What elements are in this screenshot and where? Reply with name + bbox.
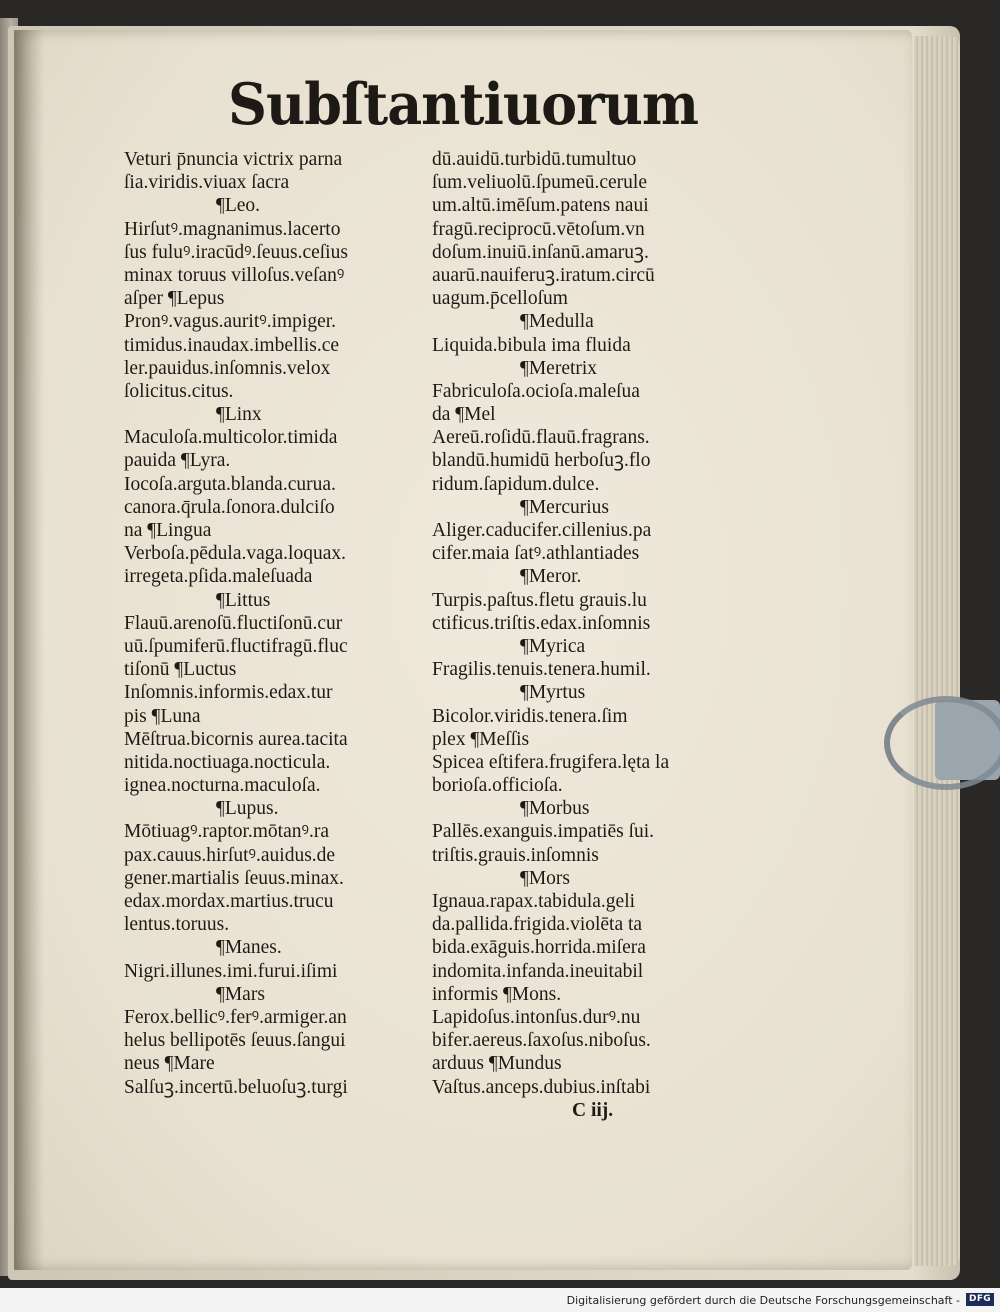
text-line: uagum.p̄celloſum xyxy=(432,288,568,310)
text-line: ſum.veliuolū.ſpumeū.cerule xyxy=(432,172,647,194)
text-line: bifer.aereus.ſaxoſus.niboſus. xyxy=(432,1030,651,1052)
text-line: cifer.maia ſatꝰ.athlantiades xyxy=(432,543,640,565)
text-line: auarū.nauiferuꝫ.iratum.circū xyxy=(432,264,655,286)
text-line: Nigri.illunes.imi.furui.iſimi xyxy=(124,960,338,982)
entry-heading: ¶Meror. xyxy=(520,566,582,588)
text-line: Flauū.arenoſū.fluctiſonū.cur xyxy=(124,612,343,634)
text-line: Maculoſa.multicolor.timida xyxy=(124,427,338,449)
digitization-footer xyxy=(0,1288,1000,1312)
signature-mark: C iij. xyxy=(572,1099,614,1121)
page-gutter-shadow xyxy=(14,30,44,1270)
text-line: arduus ¶Mundus xyxy=(432,1053,562,1075)
text-line: lentus.toruus. xyxy=(124,914,230,936)
text-line: Mōtiuagꝰ.raptor.mōtanꝰ.ra xyxy=(124,821,329,843)
text-line: neus ¶Mare xyxy=(124,1053,215,1075)
text-line: doſum.inuiū.inſanū.amaruꝫ. xyxy=(432,241,649,263)
text-line: ſia.viridis.viuax ſacra xyxy=(124,172,290,194)
dfg-logo: DFG xyxy=(966,1293,994,1306)
right-text-column xyxy=(432,148,737,1122)
text-line: pax.cauus.hirſutꝰ.auidus.de xyxy=(124,844,336,866)
text-line: blandū.humidū herboſuꝫ.flo xyxy=(432,450,651,472)
text-line: Aliger.caducifer.cillenius.pa xyxy=(432,520,652,541)
text-line: ſus fuluꝰ.iracūdꝰ.ſeuus.ceſius xyxy=(124,241,348,263)
paper-clip xyxy=(884,696,1000,790)
entry-heading: ¶Myrtus xyxy=(520,682,586,704)
text-line: ctificus.triſtis.edax.inſomnis xyxy=(432,612,651,634)
text-line: Lapidoſus.intonſus.durꝰ.nu xyxy=(432,1006,641,1028)
text-line: Pallēs.exanguis.impatiēs ſui. xyxy=(432,821,655,843)
entry-heading: ¶Mors xyxy=(520,867,571,889)
text-line: fragū.reciprocū.vētoſum.vn xyxy=(432,218,645,240)
text-line: Turpis.paſtus.fletu grauis.lu xyxy=(432,589,647,611)
text-line: Fabriculoſa.ocioſa.maleſua xyxy=(432,380,640,402)
left-text-column xyxy=(124,148,429,1099)
text-line: triſtis.grauis.inſomnis xyxy=(432,844,599,866)
text-line: Aereū.roſidū.flauū.fragrans. xyxy=(432,427,650,449)
text-line: Spicea eſtifera.frugifera.lęta la xyxy=(432,751,670,773)
text-line: Hirſutꝰ.magnanimus.lacerto xyxy=(124,218,341,240)
funding-notice: Digitalisierung gefördert durch die Deutsche Forschungsgemeinschaft - xyxy=(566,1294,960,1307)
text-line: na ¶Lingua xyxy=(124,520,212,541)
text-line: da.pallida.frigida.violēta ta xyxy=(432,914,643,936)
text-line: Iocoſa.arguta.blanda.curua. xyxy=(124,473,336,495)
text-line: edax.mordax.martius.trucu xyxy=(124,891,334,912)
text-line: borioſa.officioſa. xyxy=(432,775,563,797)
text-line: plex ¶Meſſis xyxy=(432,728,530,750)
text-line: Ignaua.rapax.tabidula.geli xyxy=(432,891,636,912)
text-line: Verboſa.pēdula.vaga.loquax. xyxy=(124,543,347,565)
text-line: um.altū.imēſum.patens naui xyxy=(432,195,649,217)
text-line: tiſonū ¶Luctus xyxy=(124,659,237,681)
text-line: pis ¶Luna xyxy=(124,705,201,727)
page-heading: Subſtantiuorum xyxy=(228,70,699,138)
text-line: minax toruus villoſus.veſanꝰ xyxy=(124,264,345,286)
text-line: Inſomnis.informis.edax.tur xyxy=(124,682,333,704)
text-line: Bicolor.viridis.tenera.ſim xyxy=(432,705,628,727)
entry-heading: ¶Lupus. xyxy=(216,798,279,820)
text-line: pauida ¶Lyra. xyxy=(124,450,231,472)
text-line: ſolicitus.citus. xyxy=(124,380,234,402)
entry-heading: ¶Leo. xyxy=(216,195,261,217)
text-line: ridum.ſapidum.dulce. xyxy=(432,473,600,495)
entry-heading: ¶Manes. xyxy=(216,937,282,959)
text-line: Vaſtus.anceps.dubius.inſtabi xyxy=(432,1076,651,1098)
text-line: nitida.noctiuaga.nocticula. xyxy=(124,751,331,773)
entry-heading: ¶Linx xyxy=(216,404,262,426)
text-line: indomita.infanda.ineuitabil xyxy=(432,960,644,982)
text-line: aſper ¶Lepus xyxy=(124,288,225,310)
text-line: ignea.nocturna.maculoſa. xyxy=(124,775,321,797)
text-line: Fragilis.tenuis.tenera.humil. xyxy=(432,659,651,681)
text-line: Veturi p̄nuncia victrix parna xyxy=(124,149,343,170)
text-line: gener.martialis ſeuus.minax. xyxy=(124,867,344,889)
entry-heading: ¶Mercurius xyxy=(520,496,609,518)
text-line: Salſuꝫ.incertū.beluoſuꝫ.turgi xyxy=(124,1076,348,1098)
text-line: bida.exāguis.horrida.miſera xyxy=(432,937,646,959)
text-line: timidus.inaudax.imbellis.ce xyxy=(124,334,340,356)
text-line: Pronꝰ.vagus.auritꝰ.impiger. xyxy=(124,311,337,333)
text-line: ler.pauidus.inſomnis.velox xyxy=(124,357,331,379)
entry-heading: ¶Medulla xyxy=(520,311,594,333)
text-line: helus bellipotēs ſeuus.ſangui xyxy=(124,1030,346,1052)
text-line: uū.ſpumiferū.fluctifragū.fluc xyxy=(124,635,348,657)
entry-heading: ¶Morbus xyxy=(520,798,590,820)
entry-heading: ¶Meretrix xyxy=(520,357,598,379)
text-line: Ferox.bellicꝰ.ferꝰ.armiger.an xyxy=(124,1006,347,1028)
entry-heading: ¶Littus xyxy=(216,589,271,611)
text-line: Liquida.bibula ima fluida xyxy=(432,334,631,356)
entry-heading: ¶Myrica xyxy=(520,635,586,657)
text-line: irregeta.pſida.maleſuada xyxy=(124,566,313,588)
entry-heading: ¶Mars xyxy=(216,983,265,1005)
text-line: Mēſtrua.bicornis aurea.tacita xyxy=(124,728,348,750)
text-line: dū.auidū.turbidū.tumultuo xyxy=(432,149,637,170)
text-line: da ¶Mel xyxy=(432,404,496,426)
text-line: informis ¶Mons. xyxy=(432,983,562,1005)
text-line: canora.q̄rula.ſonora.dulciſo xyxy=(124,496,335,518)
